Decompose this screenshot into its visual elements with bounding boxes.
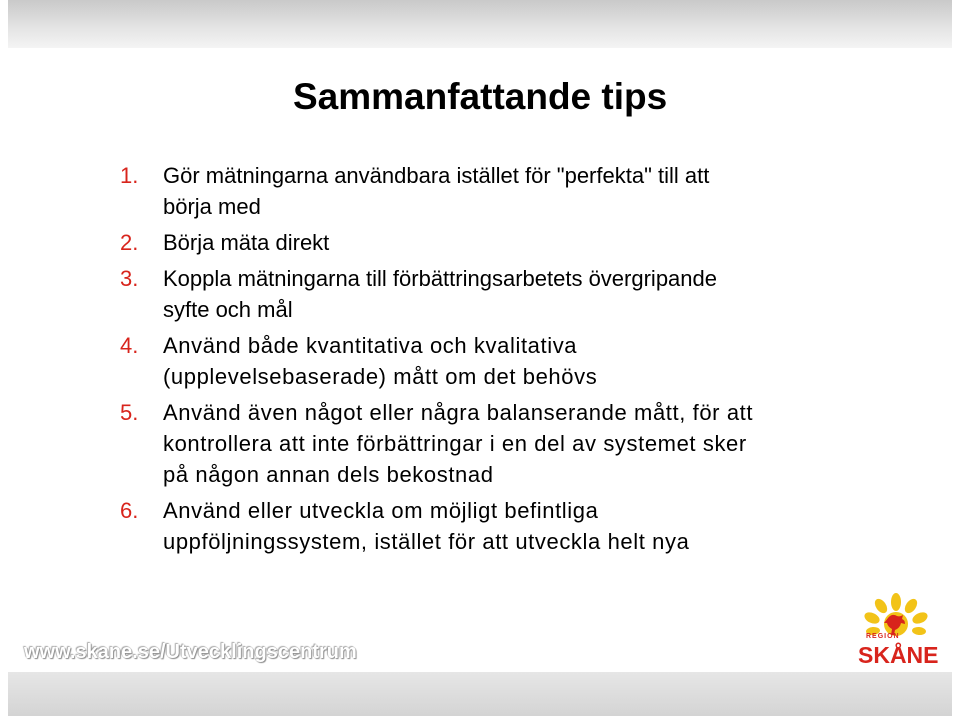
tip-item: [120, 330, 850, 392]
logo-region-label: REGION: [866, 633, 900, 640]
tip-item: [120, 160, 850, 222]
tip-text: [163, 263, 717, 325]
tip-line: Använd eller utveckla om möjligt befintliga: [163, 498, 599, 523]
tip-item: [120, 227, 850, 258]
tip-number: 5.: [120, 400, 139, 425]
tip-text: [163, 160, 709, 222]
top-band: [8, 0, 952, 48]
tip-line: börja med: [163, 194, 261, 219]
tip-line: kontrollera att inte förbättringar i en del av systemet sker: [163, 431, 747, 456]
tip-line: på någon annan dels bekostnad: [163, 462, 494, 487]
tip-line: Använd även något eller några balanserande mått, för att: [163, 400, 754, 425]
tip-line: Börja mäta direkt: [163, 230, 330, 255]
tip-number: 2.: [120, 230, 139, 255]
tip-number: 3.: [120, 266, 139, 291]
tip-item: [120, 495, 850, 557]
bottom-band: [8, 672, 952, 716]
tip-line: Koppla mätningarna till förbättringsarbetets övergripande: [163, 266, 717, 291]
region-skane-logo: [848, 592, 944, 670]
tip-item: [120, 397, 850, 490]
tip-number: 6.: [120, 498, 139, 523]
footer-url: www.skane.se/Utvecklingscentrum: [24, 641, 357, 663]
tip-text: [163, 227, 329, 258]
tip-text: [163, 495, 689, 557]
tip-line: Gör mätningarna användbara istället för "perfekta" till att: [163, 163, 710, 188]
tip-line: syfte och mål: [163, 297, 293, 322]
tip-text: [163, 397, 753, 490]
tip-line: uppföljningssystem, istället för att utveckla helt nya: [163, 529, 690, 554]
logo-wordmark: SKÅNE: [858, 642, 939, 668]
tip-text: [163, 330, 597, 392]
tip-item: [120, 263, 850, 325]
tip-number: 1.: [120, 163, 139, 188]
tip-line: (upplevelsebaserade) mått om det behövs: [163, 364, 598, 389]
tip-line: Använd både kvantitativa och kvalitativa: [163, 333, 578, 358]
tip-number: 4.: [120, 333, 139, 358]
tips-list: [120, 160, 850, 562]
slide-title: Sammanfattande tips: [293, 76, 668, 117]
